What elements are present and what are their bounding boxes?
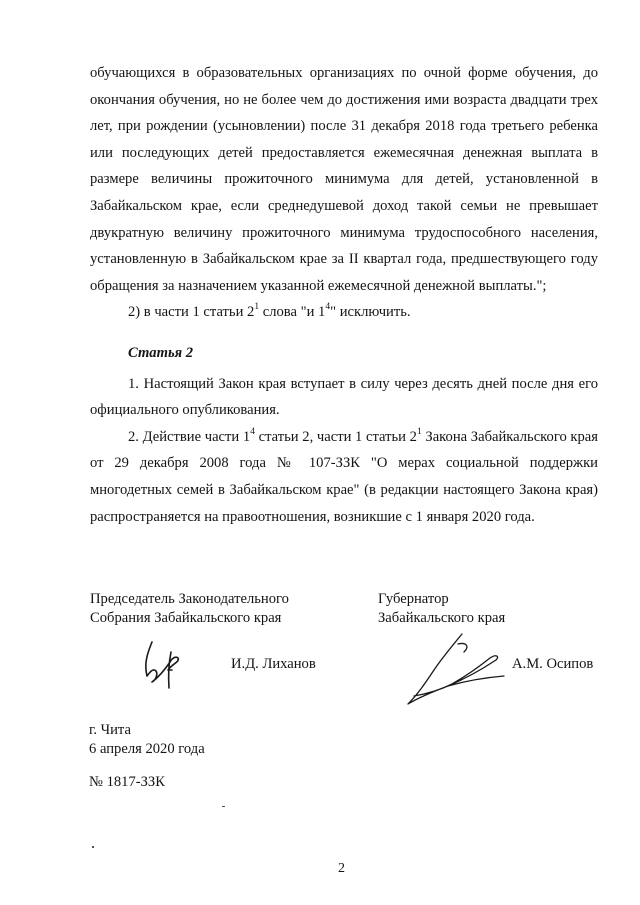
law-number: № 1817-ЗЗК (89, 774, 165, 790)
amendment-item-2 (90, 299, 598, 326)
governor-name: А.М. Осипов (512, 656, 594, 672)
signing-date: 6 апреля 2020 года (89, 741, 205, 757)
article-2-paragraph-1: 1. Настоящий Закон края вступает в силу через десять дней после дня его официального опубликования. (90, 375, 598, 419)
superscript: 1 (416, 426, 422, 437)
superscript: 1 (254, 302, 260, 313)
governor-signature (400, 632, 510, 712)
amendment-text: " исключить. (330, 304, 411, 321)
paragraph-text: 2. Действие части 1 (128, 428, 251, 445)
chairman-title (90, 590, 289, 628)
paragraph-text: Закона Забайкальского края от 29 декабря 2008 года № 107-ЗЗК "О мерах социальной поддержки многодетных семей в Забайкальском крае" (в редакции настоящего Закона края) распространяется на правоотношения, возникшие с 1 января 2020 года. (90, 428, 598, 525)
governor-title (378, 590, 505, 628)
paragraph-continued: обучающихся в образовательных организациях по очной форме обучения, до окончания обучения, но не более чем до достижения ими возраста двадцати трех лет, при рождении (усыновлении) после 31 декабря 2018 года третьего ребенка или последующих детей предоставляется ежемесячная денежная выплата в размере величины прожиточного минимума для детей, установленной в Забайкальском крае, если среднедушевой доход такой семьи не превышает двукратную величину прожиточного минимума трудоспособного населения, установленную в Забайкальском крае за II квартал года, предшествующего году обращения за назначением указанной ежемесячной денежной выплаты."; (90, 65, 598, 294)
city: г. Чита (89, 722, 131, 738)
amendment-text: 2) в части 1 статьи 2 (128, 304, 255, 321)
chairman-signature (138, 638, 188, 690)
article-2-paragraph-2 (90, 424, 598, 530)
amendment-text: слова "и 1 (259, 304, 326, 321)
article-heading: Статья 2 (128, 344, 194, 361)
superscript: 4 (325, 302, 331, 313)
chairman-name: И.Д. Лиханов (231, 656, 316, 672)
chairman-title-line-1: Председатель Законодательного (90, 591, 289, 607)
law-text (90, 60, 598, 530)
chairman-title-line-2: Собрания Забайкальского края (90, 610, 282, 626)
page-number: 2 (338, 861, 345, 876)
governor-title-line-2: Забайкальского края (378, 610, 506, 626)
scan-speck (222, 806, 225, 807)
governor-title-line-1: Губернатор (378, 591, 449, 607)
place-and-date (89, 721, 205, 759)
paragraph-text: статьи 2, части 1 статьи 2 (254, 428, 417, 445)
superscript: 4 (250, 426, 255, 437)
scan-speck (92, 846, 94, 848)
